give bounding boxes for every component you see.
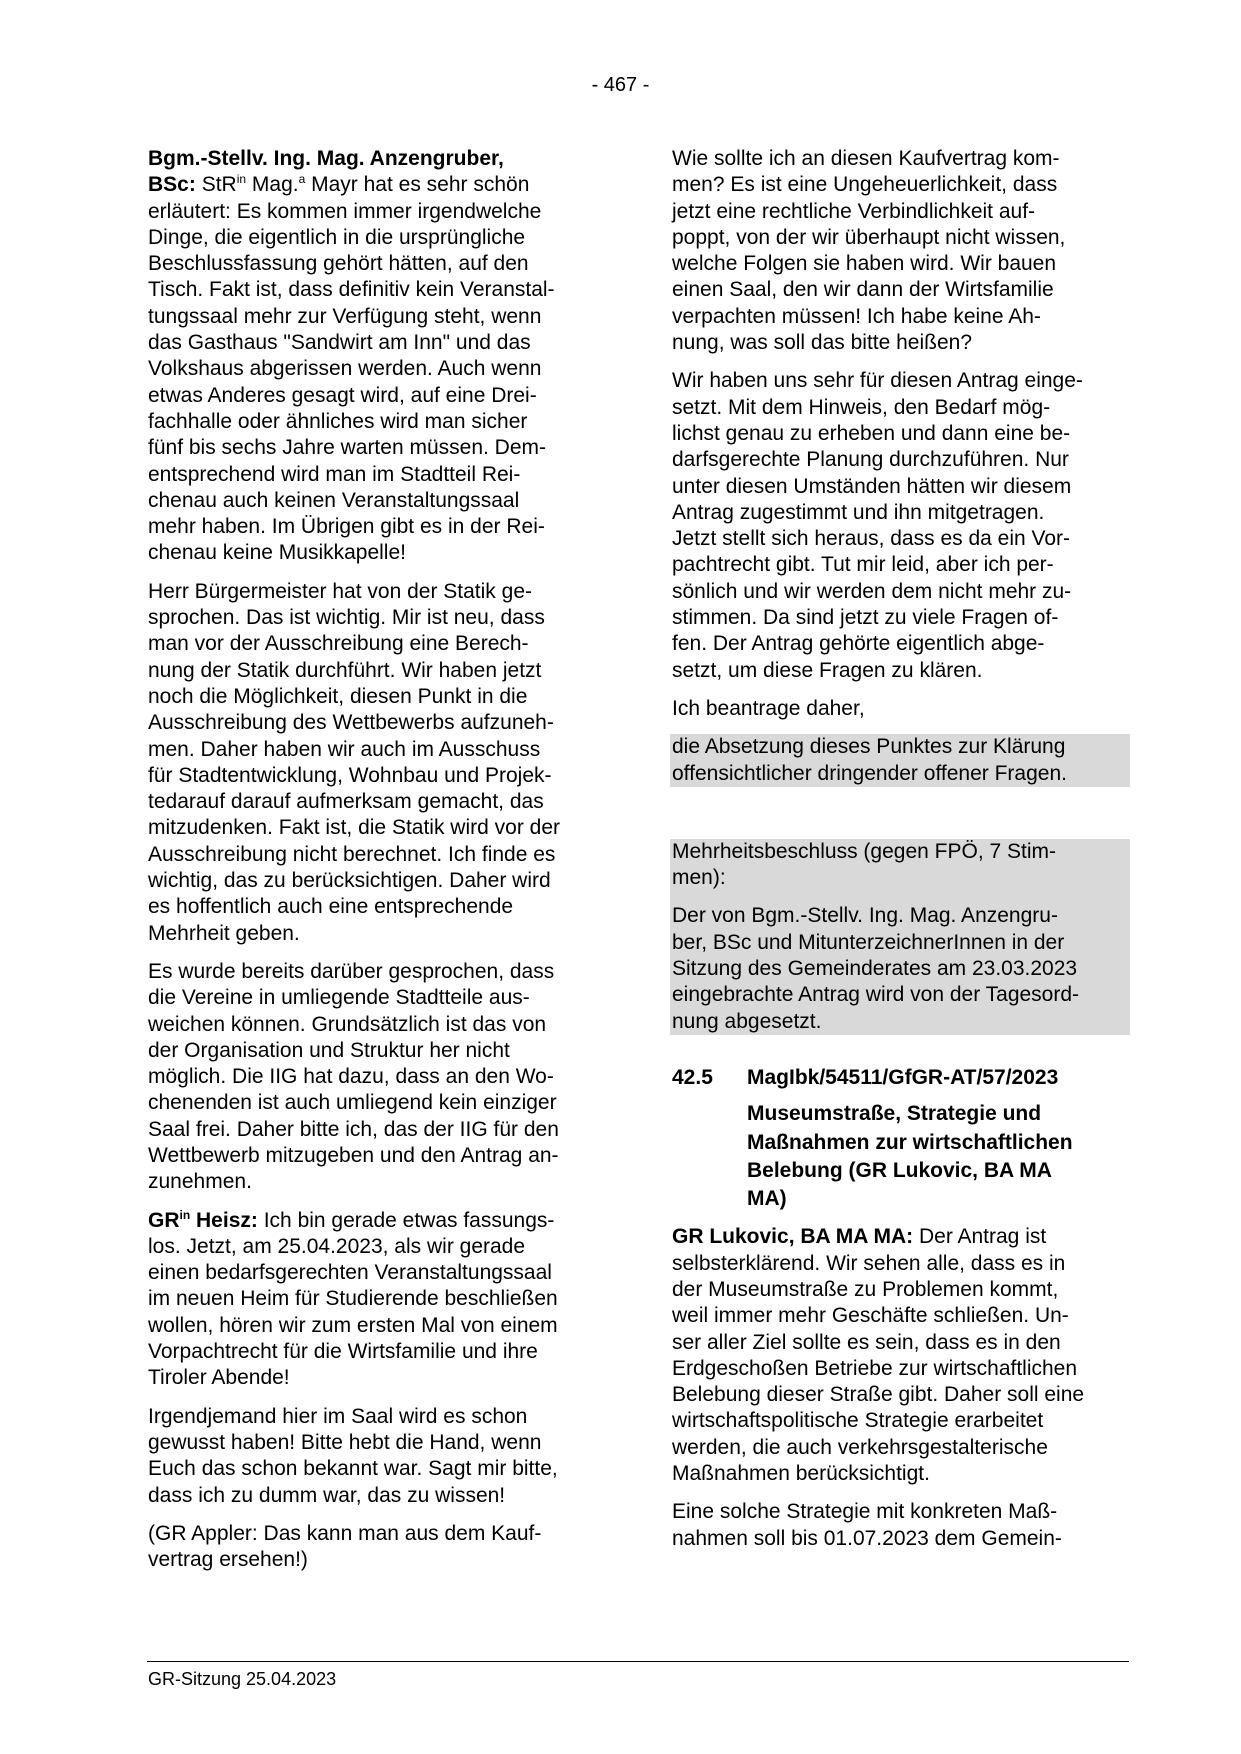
- text-line: Herr Bürgermeister hat von der Statik ge-: [148, 579, 532, 603]
- title-mag-sup: a: [298, 172, 306, 187]
- text-line: weil immer mehr Geschäfte schließen. Un-: [672, 1304, 1069, 1328]
- agenda-item-reference: MagIbk/54511/GfGR-AT/57/2023: [747, 1065, 1059, 1089]
- paragraph-antrag: [672, 368, 1130, 684]
- motion-box: [670, 734, 1130, 787]
- text-line: sönlich und wir werden dem nicht mehr zu-: [672, 579, 1072, 603]
- text-line: Mehrheit geben.: [148, 921, 300, 945]
- speaker-name: Heisz:: [196, 1208, 258, 1232]
- text-line: das Gasthaus "Sandwirt am Inn" und das: [148, 331, 531, 355]
- text-line: fachhalle oder ähnliches wird man sicher: [148, 409, 528, 433]
- text-line: weichen können. Grundsätzlich ist das von: [148, 1012, 547, 1036]
- resolution-box: [670, 839, 1130, 1035]
- agenda-item-number: 42.5: [672, 1065, 713, 1089]
- text-line: Vorpachtrecht für die Wirtsfamilie und ihre: [148, 1340, 538, 1364]
- text-line: mehr haben. Im Übrigen gibt es in der Rei-: [148, 515, 545, 539]
- text-line: der Organisation und Struktur her nicht: [148, 1038, 510, 1062]
- text-line: wichtig, das zu berücksichtigen. Daher wird: [148, 869, 551, 893]
- text-line: Saal frei. Daher bitte ich, das der IIG für den: [148, 1117, 559, 1141]
- text-line: offensichtlicher dringender offener Fragen.: [672, 761, 1067, 785]
- text-line: Volkshaus abgerissen werden. Auch wenn: [148, 357, 542, 381]
- text-line: vertrag ersehen!): [148, 1548, 308, 1572]
- paragraph-statik: [148, 579, 603, 947]
- paragraph-anzengruber: [148, 146, 603, 567]
- text-line: welche Folgen sie haben wird. Wir bauen: [672, 252, 1057, 276]
- paragraph-strategie: [672, 1499, 1130, 1552]
- speaker-name: Bgm.-Stellv. Ing. Mag. Anzengruber,: [148, 147, 504, 170]
- text-line: tungssaal mehr zur Verfügung steht, wenn: [148, 304, 542, 328]
- agenda-item-heading: [672, 1065, 1130, 1212]
- text-line: nahmen soll bis 01.07.2023 dem Gemein-: [672, 1526, 1062, 1550]
- right-column: [672, 146, 1130, 1564]
- text-line: Ausschreibung des Wettbewerbs aufzuneh-: [148, 711, 554, 735]
- speaker-name-suffix: BSc:: [148, 173, 196, 197]
- text-line: Dinge, die eigentlich in die ursprüngliche: [148, 225, 526, 249]
- resolution-body: [672, 903, 1130, 1034]
- text-line: Irgendjemand hier im Saal wird es schon: [148, 1404, 528, 1428]
- text-line: men):: [672, 866, 726, 890]
- text-line: men? Es ist eine Ungeheuerlichkeit, dass: [672, 173, 1058, 197]
- left-column: [148, 146, 603, 1585]
- text-line: Beschlussfassung gehört hätten, auf den: [148, 252, 529, 276]
- text-line: darfsgerechte Planung durchzuführen. Nur: [672, 448, 1069, 472]
- text-line: die Absetzung dieses Punktes zur Klärung: [672, 735, 1066, 759]
- text-line: Ich bin gerade etwas fassungs-: [263, 1208, 555, 1232]
- text-line: im neuen Heim für Studierende beschließen: [148, 1287, 558, 1311]
- text-line: Ich beantrage daher,: [672, 696, 865, 720]
- text-line: setzt, um diese Fragen zu klären.: [672, 658, 983, 682]
- speaker-gr: GR: [148, 1208, 180, 1232]
- paragraph-lukovic: [672, 1224, 1130, 1487]
- text-line: ber, BSc und MitunterzeichnerInnen in der: [672, 930, 1065, 954]
- paragraph-kaufvertrag: [672, 146, 1130, 356]
- text-line: los. Jetzt, am 25.04.2023, als wir gerade: [148, 1234, 526, 1258]
- text-line: Belebung dieser Straße gibt. Daher soll eine: [672, 1383, 1085, 1407]
- text-line: tedarauf darauf aufmerksam gemacht, das: [148, 790, 544, 814]
- text-line: chenau auch keinen Veranstaltungssaal: [148, 488, 520, 512]
- footer-text: GR-Sitzung 25.04.2023: [148, 1669, 337, 1689]
- text-line: stimmen. Da sind jetzt zu viele Fragen of-: [672, 606, 1059, 630]
- text-line: Der Antrag ist: [918, 1225, 1047, 1249]
- text-line: möglich. Die IIG hat dazu, dass an den Wo-: [148, 1065, 554, 1089]
- text-line: Wie sollte ich an diesen Kaufvertrag kom-: [672, 147, 1060, 170]
- text-line: Antrag zugestimmt und ihn mitgetragen.: [672, 500, 1045, 524]
- text-line: fünf bis sechs Jahre warten müssen. Dem-: [148, 436, 546, 460]
- text-line: Wir haben uns sehr für diesen Antrag einge-: [672, 369, 1083, 393]
- title-str: StR: [201, 173, 237, 197]
- text-line: für Stadtentwicklung, Wohnbau und Projek-: [148, 763, 552, 787]
- speaker-name: GR Lukovic, BA MA MA:: [672, 1225, 914, 1249]
- text-line: selbsterklärend. Wir sehen alle, dass es in: [672, 1251, 1066, 1275]
- text-line: fen. Der Antrag gehörte eigentlich abge-: [672, 632, 1045, 656]
- text-line: chenenden ist auch umliegend kein einziger: [148, 1091, 557, 1115]
- resolution-head: [672, 839, 1130, 892]
- text-line: Es wurde bereits darüber gesprochen, dass: [148, 959, 555, 983]
- text-line: eingebrachte Antrag wird von der Tagesord-: [672, 983, 1080, 1007]
- text-line: Sitzung des Gemeinderates am 23.03.2023: [672, 957, 1078, 981]
- text-line: Mayr hat es sehr schön: [311, 173, 530, 197]
- text-line: verpachten müssen! Ich habe keine Ah-: [672, 304, 1041, 328]
- text-line: einen Saal, den wir dann der Wirtsfamilie: [672, 278, 1054, 302]
- paragraph-vereine: [148, 959, 603, 1196]
- text-line: man vor der Ausschreibung eine Berech-: [148, 632, 529, 656]
- text-line: Eine solche Strategie mit konkreten Maß-: [672, 1500, 1058, 1524]
- text-line: der Museumstraße zu Problemen kommt,: [672, 1277, 1059, 1301]
- title-str-sup: in: [236, 172, 247, 187]
- text-line: sprochen. Das ist wichtig. Mir ist neu, dass: [148, 606, 545, 630]
- agenda-item-title: Museumstraße, Strategie und: [747, 1102, 1042, 1126]
- text-line: men. Daher haben wir auch im Ausschuss: [148, 737, 541, 761]
- text-line: chenau keine Musikkapelle!: [148, 541, 406, 565]
- text-line: (GR Appler: Das kann man aus dem Kauf-: [148, 1521, 542, 1545]
- text-line: noch die Möglichkeit, diesen Punkt in die: [148, 684, 528, 708]
- paragraph-beantrage: [672, 696, 1130, 722]
- text-line: ser aller Ziel sollte es sein, dass es in den: [672, 1330, 1061, 1354]
- text-line: unter diesen Umständen hätten wir diesem: [672, 474, 1072, 498]
- text-line: wollen, hören wir zum ersten Mal von einem: [148, 1313, 558, 1337]
- text-line: zunehmen.: [148, 1170, 252, 1194]
- text-line: Jetzt stellt sich heraus, dass es da ein Vor-: [672, 527, 1071, 551]
- text-line: Wettbewerb mitzugeben und den Antrag an-: [148, 1143, 559, 1167]
- text-line: Ausschreibung nicht berechnet. Ich finde es: [148, 842, 556, 866]
- text-line: jetzt eine rechtliche Verbindlichkeit auf-: [672, 199, 1036, 223]
- text-line: es hoffentlich auch eine entsprechende: [148, 895, 514, 919]
- text-line: die Vereine in umliegende Stadtteile aus-: [148, 986, 530, 1010]
- title-mag: Mag.: [251, 173, 299, 197]
- text-line: gewusst haben! Bitte hebt die Hand, wenn: [148, 1430, 542, 1454]
- text-line: dass ich zu dumm war, das zu wissen!: [148, 1483, 506, 1507]
- text-line: Tisch. Fakt ist, dass definitiv kein Veranstal-: [148, 278, 555, 302]
- footer-divider: [147, 1661, 1129, 1662]
- agenda-item-title: Maßnahmen zur wirtschaftlichen: [747, 1130, 1073, 1154]
- text-line: Mehrheitsbeschluss (gegen FPÖ, 7 Stim-: [672, 839, 1056, 863]
- paragraph-interjection: [148, 1521, 603, 1574]
- text-line: wirtschaftspolitische Strategie erarbeitet: [672, 1409, 1044, 1433]
- text-line: lichst genau zu erheben und dann eine be-: [672, 421, 1071, 445]
- text-line: Maßnahmen berücksichtigt.: [672, 1462, 930, 1486]
- page-number: - 467 -: [591, 74, 650, 96]
- text-line: erläutert: Es kommen immer irgendwelche: [148, 199, 542, 223]
- text-line: setzt. Mit dem Hinweis, den Bedarf mög-: [672, 395, 1051, 419]
- text-line: mitzudenken. Fakt ist, die Statik wird vor der: [148, 816, 560, 840]
- agenda-item-title: MA): [747, 1187, 787, 1211]
- text-line: Euch das schon bekannt war. Sagt mir bitte,: [148, 1457, 558, 1481]
- text-line: nung abgesetzt.: [672, 1009, 822, 1033]
- text-line: entsprechend wird man im Stadtteil Rei-: [148, 462, 521, 486]
- text-line: pachtrecht gibt. Tut mir leid, aber ich per-: [672, 553, 1054, 577]
- text-line: Erdgeschoßen Betriebe zur wirtschaftlichen: [672, 1356, 1078, 1380]
- text-line: nung der Statik durchführt. Wir haben jetzt: [148, 658, 542, 682]
- text-line: poppt, von der wir überhaupt nicht wissen,: [672, 225, 1066, 249]
- text-line: einen bedarfsgerechten Veranstaltungssaal: [148, 1261, 552, 1285]
- paragraph-heisz: [148, 1208, 603, 1392]
- text-line: werden, die auch verkehrsgestalterische: [672, 1435, 1048, 1459]
- paragraph-irgendjemand: [148, 1404, 603, 1509]
- text-line: etwas Anderes gesagt wird, auf eine Drei-: [148, 383, 537, 407]
- text-line: Tiroler Abende!: [148, 1366, 290, 1390]
- text-line: nung, was soll das bitte heißen?: [672, 331, 973, 355]
- agenda-item-title: Belebung (GR Lukovic, BA MA: [747, 1158, 1052, 1182]
- text-line: Der von Bgm.-Stellv. Ing. Mag. Anzengru-: [672, 904, 1058, 928]
- speaker-gr-sup: in: [179, 1207, 191, 1222]
